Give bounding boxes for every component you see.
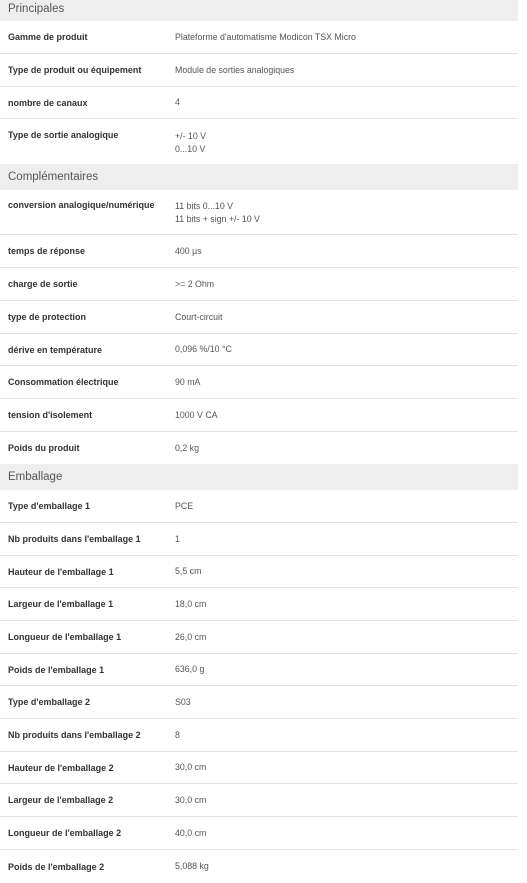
spec-value bbox=[175, 130, 518, 155]
spec-label: Type de produit ou équipement bbox=[8, 65, 142, 75]
spec-value bbox=[175, 565, 518, 578]
section-title: Principales bbox=[8, 3, 65, 15]
section-principales bbox=[0, 0, 518, 164]
spec-value bbox=[175, 827, 518, 840]
section-header bbox=[0, 464, 518, 490]
spec-label: Hauteur de l'emballage 2 bbox=[8, 762, 114, 773]
spec-value-line: 40,0 cm bbox=[175, 827, 207, 838]
spec-label: dérive en température bbox=[8, 344, 103, 355]
spec-value bbox=[175, 729, 518, 742]
section-header bbox=[0, 164, 518, 190]
spec-label: Largeur de l'emballage 1 bbox=[8, 599, 114, 609]
spec-row bbox=[0, 719, 518, 752]
spec-label: charge de sortie bbox=[8, 279, 78, 289]
spec-value-line: 5,088 kg bbox=[175, 861, 209, 872]
spec-value bbox=[175, 245, 518, 258]
spec-row bbox=[0, 334, 518, 366]
spec-label: Consommation électrique bbox=[8, 377, 119, 387]
spec-row bbox=[0, 752, 518, 784]
spec-value-line: 30,0 cm bbox=[175, 794, 207, 805]
spec-value bbox=[175, 442, 518, 455]
spec-row bbox=[0, 268, 518, 301]
spec-row bbox=[0, 21, 518, 54]
spec-label: Poids de l'emballage 1 bbox=[8, 664, 105, 675]
spec-value-line: 636,0 g bbox=[175, 664, 205, 675]
spec-value-line: PCE bbox=[175, 500, 194, 511]
spec-row bbox=[0, 784, 518, 817]
spec-value bbox=[175, 631, 518, 644]
spec-value-line: 0,096 %/10 °C bbox=[175, 344, 232, 355]
spec-value-line: 30,0 cm bbox=[175, 762, 207, 773]
spec-value-line: Court-circuit bbox=[175, 311, 223, 322]
spec-row bbox=[0, 654, 518, 686]
spec-value-line: 18,0 cm bbox=[175, 598, 207, 609]
spec-label: Poids de l'emballage 2 bbox=[8, 861, 105, 872]
spec-label: Longueur de l'emballage 2 bbox=[8, 828, 122, 838]
spec-row bbox=[0, 817, 518, 850]
spec-value-line: 1 bbox=[175, 533, 180, 544]
spec-value bbox=[175, 663, 518, 676]
spec-label: Type de sortie analogique bbox=[8, 130, 119, 140]
spec-label: Nb produits dans l'emballage 2 bbox=[8, 730, 141, 740]
section-title: Emballage bbox=[8, 471, 63, 483]
spec-label: Largeur de l'emballage 2 bbox=[8, 795, 114, 805]
spec-row bbox=[0, 621, 518, 654]
spec-value bbox=[175, 500, 518, 513]
spec-row bbox=[0, 366, 518, 399]
spec-value-line: 26,0 cm bbox=[175, 631, 207, 642]
spec-row bbox=[0, 235, 518, 268]
spec-value-line: 11 bits 0...10 V bbox=[175, 201, 234, 211]
spec-label: Poids du produit bbox=[8, 443, 80, 453]
spec-row bbox=[0, 432, 518, 464]
spec-label: Type d'emballage 1 bbox=[8, 501, 91, 511]
spec-row bbox=[0, 588, 518, 621]
spec-row bbox=[0, 399, 518, 432]
spec-value bbox=[175, 409, 518, 422]
spec-label: Hauteur de l'emballage 1 bbox=[8, 566, 114, 577]
spec-row bbox=[0, 686, 518, 719]
spec-row bbox=[0, 850, 518, 883]
spec-row bbox=[0, 190, 518, 235]
spec-row bbox=[0, 556, 518, 588]
spec-label: type de protection bbox=[8, 312, 87, 322]
spec-row bbox=[0, 490, 518, 523]
spec-label: Type d'emballage 2 bbox=[8, 697, 91, 707]
spec-row bbox=[0, 301, 518, 334]
spec-label: tension d'isolement bbox=[8, 410, 93, 420]
spec-value bbox=[175, 343, 518, 356]
section-title: Complémentaires bbox=[8, 171, 99, 183]
spec-label: nombre de canaux bbox=[8, 97, 88, 108]
section-complementaires bbox=[0, 164, 518, 464]
spec-row bbox=[0, 87, 518, 119]
spec-value-line: +/- 10 V bbox=[175, 131, 207, 141]
spec-value-line: 0...10 V bbox=[175, 143, 206, 154]
spec-value-line: 11 bits + sign +/- 10 V bbox=[175, 213, 260, 224]
spec-value-line: Plateforme d'automatisme Modicon TSX Micro bbox=[175, 31, 356, 42]
spec-value-line: Module de sorties analogiques bbox=[175, 64, 295, 75]
spec-value bbox=[175, 96, 518, 109]
spec-value bbox=[175, 533, 518, 546]
spec-label: temps de réponse bbox=[8, 246, 86, 256]
spec-value bbox=[175, 794, 518, 807]
spec-value bbox=[175, 696, 518, 709]
spec-value-line: 8 bbox=[175, 729, 180, 740]
spec-value bbox=[175, 761, 518, 774]
spec-label: Gamme de produit bbox=[8, 32, 88, 42]
spec-row bbox=[0, 523, 518, 556]
spec-value-line: 4 bbox=[175, 97, 180, 108]
spec-value-line: 1000 V CA bbox=[175, 409, 218, 420]
spec-label: conversion analogique/numérique bbox=[8, 200, 155, 210]
spec-label: Longueur de l'emballage 1 bbox=[8, 632, 122, 642]
spec-value-line: S03 bbox=[175, 696, 191, 707]
spec-value bbox=[175, 64, 518, 77]
section-emballage bbox=[0, 464, 518, 883]
spec-value-line: 90 mA bbox=[175, 376, 201, 387]
spec-value-line: 400 µs bbox=[175, 245, 202, 256]
section-header bbox=[0, 0, 518, 21]
spec-value bbox=[175, 200, 518, 225]
spec-value bbox=[175, 376, 518, 389]
spec-value bbox=[175, 278, 518, 291]
spec-label: Nb produits dans l'emballage 1 bbox=[8, 534, 141, 544]
spec-value-line: 0,2 kg bbox=[175, 442, 199, 453]
spec-row bbox=[0, 54, 518, 87]
spec-value bbox=[175, 311, 518, 324]
spec-value bbox=[175, 31, 518, 44]
spec-value bbox=[175, 598, 518, 611]
spec-value-line: >= 2 Ohm bbox=[175, 278, 215, 289]
spec-value-line: 5,5 cm bbox=[175, 566, 202, 577]
spec-row bbox=[0, 119, 518, 164]
